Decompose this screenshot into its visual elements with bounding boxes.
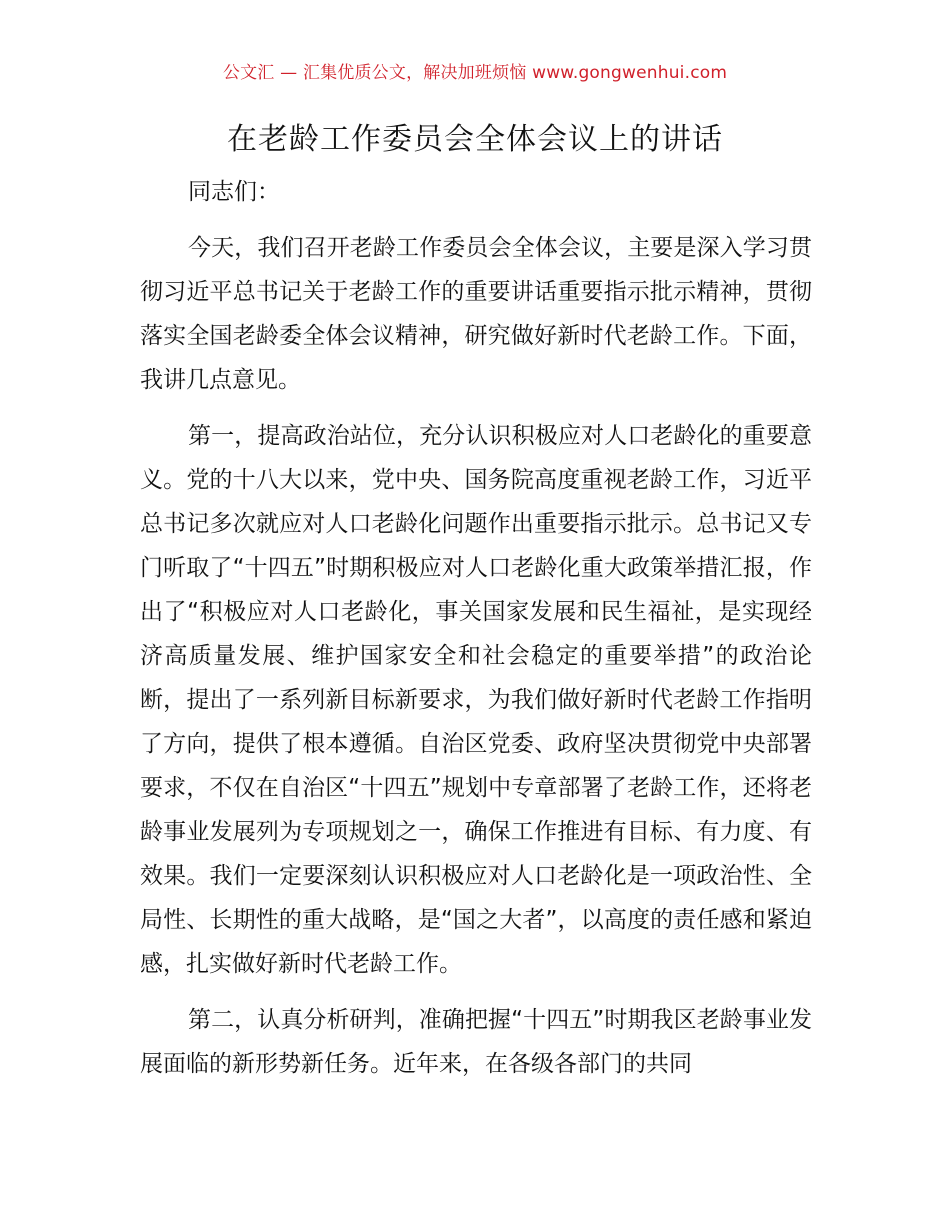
- paragraph-1: 今天，我们召开老龄工作委员会全体会议，主要是深入学习贯彻习近平总书记关于老龄工作的重要讲话重要指示批示精神，贯彻落实全国老龄委全体会议精神，研究做好新时代老龄工作。下面，我讲几点意见。: [140, 235, 812, 393]
- document-title: 在老龄工作委员会全体会议上的讲话: [227, 122, 723, 157]
- salutation: 同志们：: [188, 179, 280, 205]
- header-banner[interactable]: 公文汇 — 汇集优质公文，解决加班烦恼 www.gongwenhui.com: [222, 63, 728, 83]
- document-body: [140, 170, 812, 1098]
- paragraph-2: 第一，提高政治站位，充分认识积极应对人口老龄化的重要意义。党的十八大以来，党中央、国务院高度重视老龄工作，习近平总书记多次就应对人口老龄化问题作出重要指示批示。总书记又专门听取了“十四五”时期积极应对人口老龄化重大政策举措汇报，作出了“积极应对人口老龄化，事关国家发展和民生福祉，是实现经济高质量发展、维护国家安全和社会稳定的重要举措”的政治论断，提出了一系列新目标新要求，为我们做好新时代老龄工作指明了方向，提供了根本遵循。自治区党委、政府坚决贯彻党中央部署要求，不仅在自治区“十四五”规划中专章部署了老龄工作，还将老龄事业发展列为专项规划之一，确保工作推进有目标、有力度、有效果。我们一定要深刻认识积极应对人口老龄化是一项政治性、全局性、长期性的重大战略，是“国之大者”，以高度的责任感和紧迫感，扎实做好新时代老龄工作。: [140, 423, 812, 977]
- paragraph-3: 第二，认真分析研判，准确把握“十四五”时期我区老龄事业发展面临的新形势新任务。近年来，在各级各部门的共同: [140, 1007, 812, 1077]
